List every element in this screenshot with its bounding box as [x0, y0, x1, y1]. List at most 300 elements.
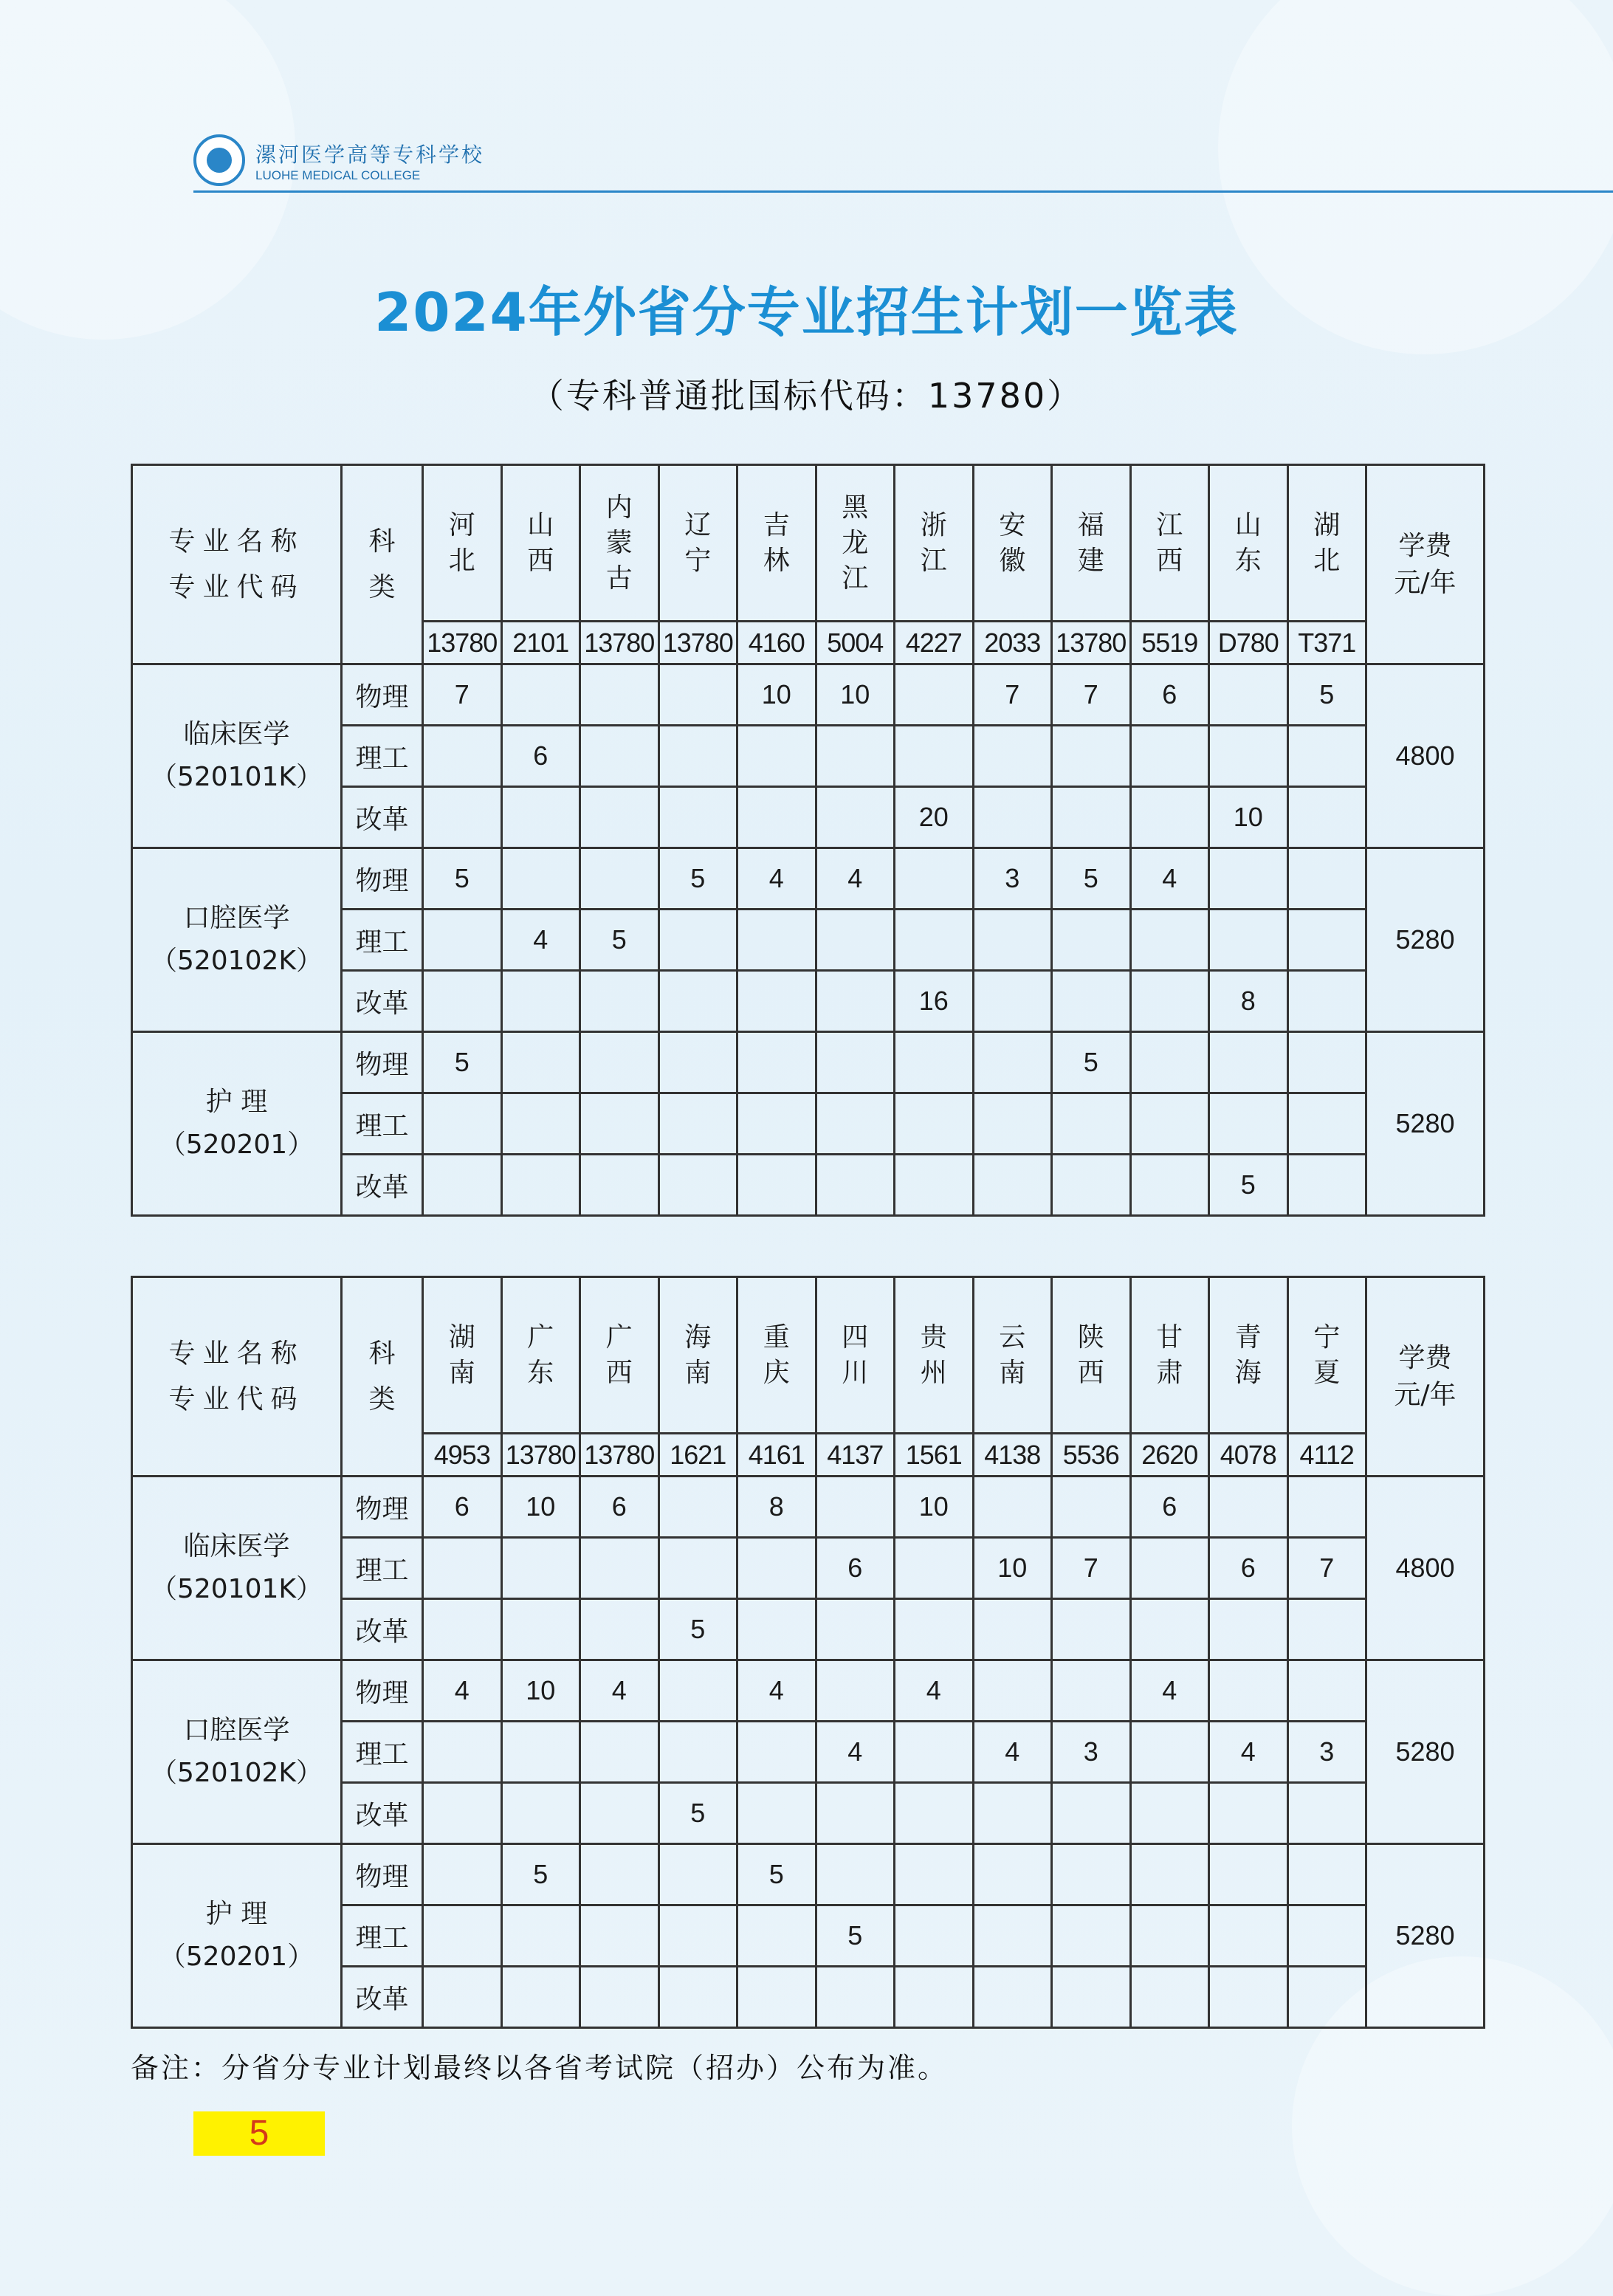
- quota-cell: 3: [1052, 1722, 1131, 1783]
- quota-cell: [501, 1538, 580, 1599]
- quota-cell: [1209, 1093, 1288, 1155]
- province-code-cell: 4227: [895, 622, 974, 664]
- province-name-cell: [895, 465, 974, 622]
- province-code-cell: 4138: [973, 1434, 1052, 1477]
- quota-cell: [501, 1905, 580, 1967]
- province-char: 河: [448, 509, 475, 540]
- quota-cell: [973, 1477, 1052, 1538]
- quota-cell: [816, 1599, 895, 1660]
- quota-cell: 4: [1130, 1660, 1209, 1722]
- major-name-header: 专业名称: [168, 1338, 305, 1369]
- province-name-cell: [1287, 465, 1366, 622]
- province-code-cell: 13780: [580, 1434, 659, 1477]
- quota-cell: [580, 1783, 659, 1844]
- quota-cell: [1209, 1660, 1288, 1722]
- province-char: 湖: [448, 1321, 475, 1352]
- quota-cell: [1209, 848, 1288, 910]
- quota-cell: [1130, 1967, 1209, 2028]
- quota-cell: [1209, 910, 1288, 971]
- province-char: 云: [999, 1321, 1026, 1352]
- school-name-en: LUOHE MEDICAL COLLEGE: [255, 168, 421, 182]
- province-char: 西: [1156, 545, 1183, 576]
- quota-cell: [973, 1093, 1052, 1155]
- table-row: [132, 1660, 1485, 1722]
- major-name: 临床医学: [183, 1531, 290, 1561]
- quota-cell: [501, 664, 580, 726]
- subject-type-cell: 理工: [342, 910, 423, 971]
- province-char: 西: [605, 1357, 633, 1388]
- quota-cell: 5: [1052, 848, 1131, 910]
- quota-cell: [816, 787, 895, 848]
- quota-cell: [1209, 1967, 1288, 2028]
- quota-cell: 7: [973, 664, 1052, 726]
- province-name-cell: [737, 465, 816, 622]
- fee-cell: 4800: [1366, 1477, 1485, 1660]
- fee-cell: 5280: [1366, 1032, 1485, 1216]
- major-code: （520102K）: [150, 946, 323, 976]
- quota-cell: 5: [658, 848, 737, 910]
- major-name: 护 理: [205, 1899, 268, 1929]
- fee-header-cell: [1366, 465, 1485, 664]
- subject-type-cell: 理工: [342, 726, 423, 787]
- quota-cell: [973, 787, 1052, 848]
- quota-cell: 10: [973, 1538, 1052, 1599]
- table-header-row: [132, 1277, 1485, 1434]
- subject-type-cell: 改革: [342, 1155, 423, 1216]
- subject-type-cell: 物理: [342, 664, 423, 726]
- quota-cell: [973, 1599, 1052, 1660]
- quota-cell: 5: [658, 1599, 737, 1660]
- province-char: 蒙: [605, 527, 633, 558]
- major-code: （520101K）: [150, 762, 323, 792]
- province-char: 江: [1156, 509, 1183, 540]
- quota-cell: [816, 1660, 895, 1722]
- major-cell: [132, 1477, 342, 1660]
- subject-type-cell: 改革: [342, 1783, 423, 1844]
- quota-cell: [895, 1905, 974, 1967]
- quota-cell: [737, 1538, 816, 1599]
- province-name-cell: [816, 465, 895, 622]
- quota-cell: [1052, 726, 1131, 787]
- quota-cell: 16: [895, 971, 974, 1032]
- quota-cell: [737, 726, 816, 787]
- province-char: 东: [527, 1357, 554, 1388]
- quota-cell: [816, 1783, 895, 1844]
- quota-cell: 4: [580, 1660, 659, 1722]
- subject-type-cell: 改革: [342, 1599, 423, 1660]
- quota-cell: 4: [895, 1660, 974, 1722]
- quota-cell: [501, 787, 580, 848]
- province-char: 山: [1234, 509, 1262, 540]
- province-char: 吉: [763, 509, 790, 540]
- quota-cell: [1130, 1032, 1209, 1093]
- quota-cell: [501, 971, 580, 1032]
- quota-cell: 6: [423, 1477, 502, 1538]
- quota-cell: [1287, 1032, 1366, 1093]
- quota-cell: [658, 1844, 737, 1905]
- quota-cell: [1052, 910, 1131, 971]
- subject-type-cell: 改革: [342, 971, 423, 1032]
- quota-cell: [1209, 1599, 1288, 1660]
- page-title: 2024年外省分专业招生计划一览表: [374, 281, 1239, 343]
- major-code: （520201）: [159, 1942, 314, 1972]
- province-char: 南: [684, 1357, 712, 1388]
- province-name-cell: [1052, 465, 1131, 622]
- table-row: [132, 1844, 1485, 1905]
- province-name-cell: [580, 1277, 659, 1434]
- province-code-cell: 2033: [973, 622, 1052, 664]
- major-name-header: 专业名称: [168, 526, 305, 557]
- quota-cell: [580, 664, 659, 726]
- fee-cell: 5280: [1366, 848, 1485, 1032]
- quota-cell: [816, 1032, 895, 1093]
- quota-cell: 7: [1287, 1538, 1366, 1599]
- quota-cell: [1287, 848, 1366, 910]
- table-row: [132, 1477, 1485, 1538]
- quota-cell: [737, 1783, 816, 1844]
- quota-cell: [423, 1844, 502, 1905]
- quota-cell: [895, 1967, 974, 2028]
- quota-cell: [1130, 1783, 1209, 1844]
- quota-cell: [1130, 1905, 1209, 1967]
- quota-cell: [973, 1967, 1052, 2028]
- province-code-cell: 4161: [737, 1434, 816, 1477]
- province-code-cell: 4160: [737, 622, 816, 664]
- quota-cell: 4: [737, 848, 816, 910]
- quota-cell: [423, 1905, 502, 1967]
- major-cell: [132, 664, 342, 848]
- subject-type-cell: 物理: [342, 1477, 423, 1538]
- quota-cell: [580, 971, 659, 1032]
- quota-cell: [423, 1599, 502, 1660]
- quota-cell: [658, 1477, 737, 1538]
- province-name-cell: [1052, 1277, 1131, 1434]
- quota-cell: [1052, 1967, 1131, 2028]
- province-name-cell: [423, 465, 502, 622]
- quota-cell: [1287, 1844, 1366, 1905]
- quota-cell: [580, 1032, 659, 1093]
- quota-cell: 6: [816, 1538, 895, 1599]
- province-char: 黑: [842, 492, 869, 523]
- province-char: 林: [763, 545, 790, 576]
- quota-cell: [737, 1722, 816, 1783]
- quota-cell: [1209, 1844, 1288, 1905]
- province-name-cell: [423, 1277, 502, 1434]
- type-header-line2: 类: [368, 1384, 396, 1415]
- quota-cell: 20: [895, 787, 974, 848]
- province-name-cell: [1209, 465, 1288, 622]
- quota-cell: [1052, 1905, 1131, 1967]
- quota-cell: [1130, 787, 1209, 848]
- quota-cell: [895, 1599, 974, 1660]
- province-char: 浙: [920, 509, 947, 540]
- quota-cell: [423, 1722, 502, 1783]
- quota-cell: 5: [1287, 664, 1366, 726]
- quota-cell: [658, 971, 737, 1032]
- province-char: 南: [999, 1357, 1026, 1388]
- quota-cell: [501, 1155, 580, 1216]
- quota-cell: [816, 1477, 895, 1538]
- province-code-cell: 13780: [423, 622, 502, 664]
- quota-cell: [423, 971, 502, 1032]
- quota-cell: 3: [1287, 1722, 1366, 1783]
- province-char: 徽: [999, 545, 1026, 576]
- quota-cell: [973, 1844, 1052, 1905]
- quota-cell: 4: [737, 1660, 816, 1722]
- major-name: 口腔医学: [183, 903, 290, 933]
- quota-cell: [1052, 971, 1131, 1032]
- type-header-line2: 类: [368, 571, 396, 602]
- quota-cell: [1209, 1905, 1288, 1967]
- quota-cell: [737, 1155, 816, 1216]
- quota-cell: [737, 787, 816, 848]
- province-char: 福: [1077, 509, 1104, 540]
- quota-cell: [1287, 787, 1366, 848]
- quota-cell: 7: [1052, 664, 1131, 726]
- table-row: [132, 664, 1485, 726]
- quota-cell: [658, 787, 737, 848]
- quota-cell: [1287, 910, 1366, 971]
- province-char: 贵: [920, 1321, 947, 1352]
- province-code-cell: 4953: [423, 1434, 502, 1477]
- quota-cell: [1130, 1844, 1209, 1905]
- province-name-cell: [1209, 1277, 1288, 1434]
- province-char: 龙: [842, 527, 869, 558]
- province-code-cell: 4137: [816, 1434, 895, 1477]
- quota-cell: 10: [501, 1660, 580, 1722]
- quota-cell: [658, 1967, 737, 2028]
- table-row: [132, 848, 1485, 910]
- quota-cell: 8: [1209, 971, 1288, 1032]
- quota-cell: 4: [501, 910, 580, 971]
- quota-cell: 6: [1130, 664, 1209, 726]
- fee-cell: 5280: [1366, 1844, 1485, 2028]
- major-code: （520101K）: [150, 1574, 323, 1604]
- province-char: 宁: [1313, 1321, 1341, 1352]
- header-divider: [193, 190, 1613, 193]
- province-char: 青: [1234, 1321, 1262, 1352]
- subject-type-cell: 物理: [342, 1844, 423, 1905]
- subject-type-cell: 理工: [342, 1905, 423, 1967]
- province-char: 重: [763, 1321, 790, 1352]
- quota-cell: 5: [501, 1844, 580, 1905]
- quota-cell: [580, 1599, 659, 1660]
- quota-cell: [501, 1599, 580, 1660]
- quota-cell: [658, 1722, 737, 1783]
- quota-cell: [1209, 1477, 1288, 1538]
- quota-cell: [973, 971, 1052, 1032]
- province-name-cell: [658, 465, 737, 622]
- province-code-cell: 1621: [658, 1434, 737, 1477]
- quota-cell: [895, 1538, 974, 1599]
- quota-cell: 4: [1130, 848, 1209, 910]
- fee-header-line2: 元/年: [1394, 1379, 1456, 1410]
- province-char: 东: [1234, 545, 1262, 576]
- province-code-cell: 4078: [1209, 1434, 1288, 1477]
- subject-type-cell: 理工: [342, 1722, 423, 1783]
- quota-cell: [973, 726, 1052, 787]
- province-code-cell: 13780: [580, 622, 659, 664]
- subject-type-cell: 物理: [342, 1032, 423, 1093]
- quota-cell: [1052, 1844, 1131, 1905]
- quota-cell: [1130, 1155, 1209, 1216]
- quota-cell: [1130, 1599, 1209, 1660]
- province-code-cell: 13780: [501, 1434, 580, 1477]
- subject-type-cell: 改革: [342, 787, 423, 848]
- quota-cell: [1287, 971, 1366, 1032]
- quota-cell: [1052, 1093, 1131, 1155]
- quota-cell: [816, 1844, 895, 1905]
- quota-cell: 10: [816, 664, 895, 726]
- major-name: 口腔医学: [183, 1715, 290, 1745]
- province-name-cell: [1287, 1277, 1366, 1434]
- quota-cell: [501, 1967, 580, 2028]
- quota-cell: 4: [973, 1722, 1052, 1783]
- quota-cell: [423, 1155, 502, 1216]
- type-header-cell: [342, 465, 423, 664]
- fee-header-line1: 学费: [1398, 1342, 1452, 1373]
- quota-cell: [423, 1538, 502, 1599]
- quota-cell: [1209, 664, 1288, 726]
- province-char: 四: [842, 1321, 869, 1352]
- province-char: 庆: [763, 1357, 790, 1388]
- subject-type-cell: 物理: [342, 848, 423, 910]
- quota-cell: [658, 1093, 737, 1155]
- quota-cell: [895, 726, 974, 787]
- province-name-cell: [1130, 1277, 1209, 1434]
- type-header-cell: [342, 1277, 423, 1477]
- quota-cell: [501, 848, 580, 910]
- quota-cell: [580, 1722, 659, 1783]
- province-char: 川: [842, 1357, 869, 1388]
- province-char: 江: [920, 545, 947, 576]
- quota-cell: 10: [737, 664, 816, 726]
- quota-cell: [423, 787, 502, 848]
- province-char: 江: [842, 563, 869, 594]
- quota-cell: [658, 1660, 737, 1722]
- subject-type-cell: 改革: [342, 1967, 423, 2028]
- quota-cell: 5: [580, 910, 659, 971]
- province-char: 甘: [1156, 1321, 1183, 1352]
- quota-cell: [816, 726, 895, 787]
- fee-header-line1: 学费: [1398, 530, 1452, 561]
- subject-type-cell: 物理: [342, 1660, 423, 1722]
- quota-cell: [1287, 1477, 1366, 1538]
- major-code: （520102K）: [150, 1758, 323, 1788]
- quota-cell: [737, 971, 816, 1032]
- enrollment-table-1: [131, 464, 1485, 1217]
- major-cell: [132, 1660, 342, 1844]
- province-char: 北: [1313, 545, 1341, 576]
- province-char: 夏: [1313, 1357, 1341, 1388]
- province-char: 南: [448, 1357, 475, 1388]
- quota-cell: [1052, 787, 1131, 848]
- major-code-header: 专业代码: [168, 571, 305, 602]
- quota-cell: [658, 726, 737, 787]
- province-code-cell: 5004: [816, 622, 895, 664]
- province-char: 州: [920, 1357, 947, 1388]
- table-header-row: [132, 465, 1485, 622]
- fee-header-line2: 元/年: [1394, 567, 1456, 598]
- quota-cell: [895, 1722, 974, 1783]
- quota-cell: [423, 1093, 502, 1155]
- quota-cell: [1130, 1722, 1209, 1783]
- quota-cell: [1052, 1599, 1131, 1660]
- school-name-cn: 漯河医学高等专科学校: [255, 142, 485, 167]
- quota-cell: [816, 971, 895, 1032]
- quota-cell: [973, 1783, 1052, 1844]
- quota-cell: [973, 1032, 1052, 1093]
- major-cell: [132, 848, 342, 1032]
- province-char: 西: [527, 545, 554, 576]
- major-code-header: 专业代码: [168, 1384, 305, 1415]
- quota-cell: [816, 910, 895, 971]
- quota-cell: 6: [1130, 1477, 1209, 1538]
- quota-cell: [1130, 1538, 1209, 1599]
- quota-cell: [423, 1967, 502, 2028]
- quota-cell: [658, 1155, 737, 1216]
- quota-cell: [895, 1844, 974, 1905]
- major-header-cell: [132, 1277, 342, 1477]
- quota-cell: [973, 910, 1052, 971]
- quota-cell: [1287, 1155, 1366, 1216]
- table-row: [132, 1032, 1485, 1093]
- quota-cell: 7: [1052, 1538, 1131, 1599]
- province-code-cell: 2620: [1130, 1434, 1209, 1477]
- province-name-cell: [973, 465, 1052, 622]
- quota-cell: [816, 1155, 895, 1216]
- school-header: [193, 133, 1613, 192]
- province-name-cell: [973, 1277, 1052, 1434]
- quota-cell: 10: [1209, 787, 1288, 848]
- type-header-line1: 科: [368, 526, 396, 557]
- quota-cell: 6: [1209, 1538, 1288, 1599]
- quota-cell: [895, 664, 974, 726]
- quota-cell: [580, 1155, 659, 1216]
- province-char: 西: [1077, 1357, 1104, 1388]
- quota-cell: [1287, 1093, 1366, 1155]
- quota-cell: [580, 1538, 659, 1599]
- province-char: 辽: [684, 509, 712, 540]
- quota-cell: 5: [1209, 1155, 1288, 1216]
- province-name-cell: [580, 465, 659, 622]
- quota-cell: 6: [501, 726, 580, 787]
- major-name: 护 理: [205, 1087, 268, 1117]
- province-name-cell: [1130, 465, 1209, 622]
- province-code-cell: 13780: [1052, 622, 1131, 664]
- quota-cell: 6: [580, 1477, 659, 1538]
- quota-cell: [895, 1155, 974, 1216]
- quota-cell: 10: [501, 1477, 580, 1538]
- quota-cell: [737, 910, 816, 971]
- quota-cell: [1130, 726, 1209, 787]
- quota-cell: [658, 910, 737, 971]
- school-logo-icon: [193, 134, 245, 186]
- quota-cell: 4: [816, 1722, 895, 1783]
- quota-cell: [423, 1783, 502, 1844]
- quota-cell: 7: [423, 664, 502, 726]
- quota-cell: 8: [737, 1477, 816, 1538]
- quota-cell: [658, 1905, 737, 1967]
- page-number: 5: [193, 2111, 325, 2156]
- quota-cell: [895, 1783, 974, 1844]
- quota-cell: [1209, 726, 1288, 787]
- quota-cell: 10: [895, 1477, 974, 1538]
- quota-cell: [1052, 1660, 1131, 1722]
- quota-cell: [501, 1722, 580, 1783]
- province-name-cell: [895, 1277, 974, 1434]
- quota-cell: [423, 726, 502, 787]
